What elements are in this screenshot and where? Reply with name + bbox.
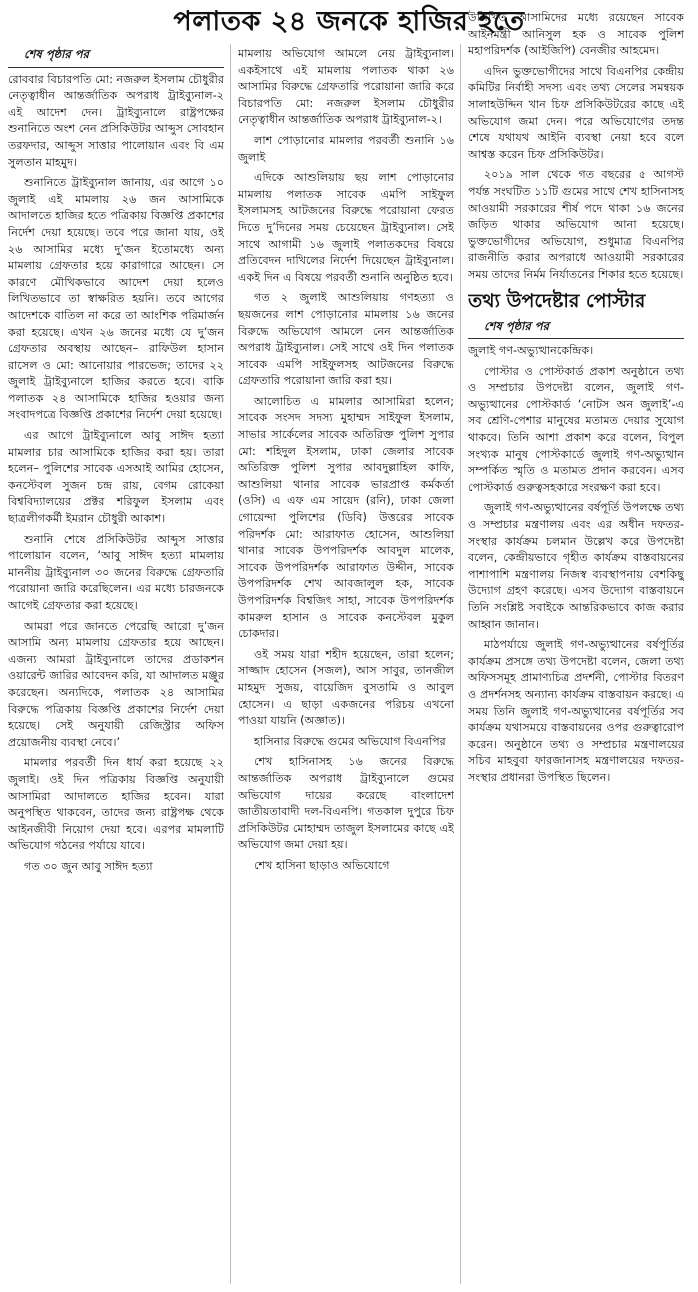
sidebar-title: তথ্য উপদেষ্টার পোস্টার — [468, 289, 646, 312]
column-divider — [460, 44, 461, 1284]
column-divider — [230, 44, 231, 1284]
kicker-text: শেষ পৃষ্ঠার পর — [24, 47, 89, 61]
paragraph: মামলায় অভিযোগ আমলে নেয় ট্রাইব্যুনাল। একইসাথে এই মামলায় পলাতক থাকা ২৬ আসামির বিরুদ্ধে গ্রেফতারি পরোয়ানা জারি করে বিচারপতি মো: নজরুল ইসলাম চৌধুরীর নেতৃত্বাধীন আন্তর্জাতিক অপরাধ ট্রাইব্যুনাল-২। — [238, 47, 454, 127]
subhead: হাসিনার বিরুদ্ধে গুমের অভিযোগ বিএনপির — [254, 734, 446, 748]
column-3 — [468, 10, 684, 1284]
kicker-rule — [8, 67, 224, 68]
paragraph: শুনানিতে ট্রাইব্যুনাল জানায়, এর আগে ১০ জুলাই এই মামলায় ২৬ জন আসামিকে আদালতে হাজির হতে পত্রিকায় বিজ্ঞপ্তি প্রকাশের নির্দেশ দেয়া হয়েছে। তবে পরে জানা যায়, ওই ২৬ আসামির মধ্যে দু’জন ইতোমধ্যে অন্য মামলায় গ্রেফতার হয়ে কারাগারে আছেন। সে কারণে মৌখিকভাবে আদেশ দেয়া হলেও লিখিতভাবে তা স্বাক্ষরিত হয়নি। তবে আগের আদেশকে বাতিল না করে তা আংশিক পরিমার্জন করা হয়েছে। এখন ২৬ জনের মধ্যে যে দু’জন গ্রেফতার অবস্থায় আছেন– রাফিউল হাসান রাসেল ও মো: আনোয়ার পারভেজ; তাদের ২২ জুলাই ট্রাইব্যুনালে হাজির করতে হবে। বাকি পলাতক ২৪ আসামিকে হাজির হওয়ার জন্য সংবাদপত্রে বিজ্ঞপ্তি প্রকাশের নির্দেশ দেয়া হয়েছে। — [8, 176, 224, 422]
paragraph: এদিকে আশুলিয়ায় ছয় লাশ পোড়ানোর মামলায় পলাতক সাবেক এমপি সাইফুল ইসলামসহ আটজনের বিরুদ্ধে পরোয়ানা ফেরত দিতে দু’দিনের সময় চেয়েছেন ট্রাইব্যুনাল। সেই সাথে আগামী ১৬ জুলাই পলাতকদের বিষয়ে প্রতিবেদন দাখিলের নির্দেশ দিয়েছেন ট্রাইব্যুনাল। একই দিন এ বিষয়ে পরবর্তী শুনানি অনুষ্ঠিত হবে। — [238, 171, 454, 284]
paragraph: এর আগে ট্রাইব্যুনালে আবু সাঈদ হত্যা মামলার চার আসামিকে হাজির করা হয়। তারা হলেন– পুলিশের সাবেক এসআই আমির হোসেন, কনস্টেবল সুজন চন্দ্র রায়, বেগম রোকেয়া বিশ্ববিদ্যালয়ের প্রক্টর শরিফুল ইসলাম এবং ছাত্রলীগকর্মী ইমরান চৌধুরী আকাশ। — [8, 429, 224, 526]
column-2 — [238, 46, 454, 1284]
paragraph: ওই সময় যারা শহীদ হয়েছেন, তারা হলেন; সাজ্জাদ হোসেন (সজল), আস সাবুর, তানজীল মাহমুদ সুজয়, বায়েজিদ বুসতামি ও আবুল হোসেন। এ ছাড়া একজনের পরিচয় এখনো পাওয়া যায়নি (অজ্ঞাত)। — [238, 647, 454, 728]
paragraph: এদিন ভুক্তভোগীদের সাথে বিএনপির কেন্দ্রীয় কমিটির নির্বাহী সদস্য এবং তথ্য সেলের সমন্বয়ক সালাহউদ্দিন খান চিফ প্রসিকিউটরের কাছে এই অভিযোগ জমা দেন। পরে অভিযোগের তদন্ত শেষে যথাযথ আইনি ব্যবস্থা নেয়া হবে বলে আশ্বস্ত করেন চিফ প্রসিকিউটর। — [468, 64, 684, 161]
subhead: লাশ পোড়ানোর মামলার পরবর্তী শুনানি ১৬ জুলাই — [238, 133, 454, 164]
sidebar-kicker — [468, 318, 684, 340]
paragraph: শেখ হাসিনাসহ ১৬ জনের বিরুদ্ধে আন্তর্জাতিক অপরাধ ট্রাইব্যুনালে গুমের অভিযোগ দায়ের করেছে বাংলাদেশ জাতীয়তাবাদী দল-বিএনপি। গতকাল দুপুরে চিফ প্রসিকিউটর মোহাম্মদ তাজুল ইসলামের কাছে এই অভিযোগ জমা দেয়া হয়। — [238, 755, 454, 852]
paragraph: আলোচিত এ মামলার আসামিরা হলেন; সাবেক সংসদ সদস্য মুহাম্মদ সাইফুল ইসলাম, সাভার সার্কেলের সাবেক অতিরিক্ত পুলিশ সুপার মো: শহিদুল ইসলাম, ঢাকা জেলার সাবেক অতিরিক্ত পুলিশ সুপার আবদুল্লাহিল কাফি, আশুলিয়া থানার সাবেক ভারপ্রাপ্ত কর্মকর্তা (ওসি) এ এফ এম সায়েদ (রনি), ঢাকা জেলা গোয়েন্দা পুলিশের (ডিবি) উত্তরের সাবেক পরিদর্শক মো: আরাফাত হোসেন, আশুলিয়া থানার সাবেক উপপরিদর্শক আবদুল মালেক, সাবেক উপপরিদর্শক আরাফাত উদ্দীন, সাবেক উপপরিদর্শক শেখ আবজালুল হক, সাবেক উপপরিদর্শক বিশ্বজিৎ সাহা, সাবেক উপপরিদর্শক কামরুল হাসান ও সাবেক কনস্টেবল মুকুল চোকদার। — [238, 394, 454, 641]
paragraph: উল্লিখিত আসামিদের মধ্যে রয়েছেন সাবেক আইনমন্ত্রী আনিসুল হক ও সাবেক পুলিশ মহাপরিদর্শক (আইজিপি) বেনজীর আহমেদ। — [468, 11, 684, 58]
paragraph: গত ২ জুলাই আশুলিয়ায় গণহত্যা ও ছয়জনের লাশ পোড়ানোর মামলায় ১৬ জনের বিরুদ্ধে অভিযোগ আমলে নেন আন্তর্জাতিক অপরাধ ট্রাইব্যুনাল। সেই সাথে ওই দিন পলাতক সাবেক এমপি সাইফুলসহ আটজনের বিরুদ্ধে গ্রেফতারি পরোয়ানা জারি করা হয়। — [238, 291, 454, 388]
paragraph: শুনানি শেষে প্রসিকিউটর আব্দুস সাত্তার পালোয়ান বলেন, ‘আবু সাঈদ হত্যা মামলায় মাননীয় ট্রাইব্যুনাল ৩০ জনের বিরুদ্ধে গ্রেফতারি পরোয়ানা জারি করেছিলেন। এর মধ্যে চারজনকে আগেই গ্রেফতার করা হয়েছে। — [8, 532, 224, 612]
paragraph: পোস্টার ও পোস্টকার্ড প্রকাশ অনুষ্ঠানে তথ্য ও সম্প্রচার উপদেষ্টা বলেন, জুলাই গণ-অভ্যুত্থানের পোস্টকার্ড ‘নোটস অন জুলাই’-এ সব শ্রেণি-পেশার মানুষের মতামত দেয়ার সুযোগ থাকবে। তিনি আশা প্রকাশ করে বলেন, বিপুল সংখ্যক মানুষ পোস্টকার্ডে জুলাই গণ-অভ্যুত্থান সম্পর্কিত স্মৃতি ও মতামত প্রদান করবেন। এসব পোস্টকার্ড গুরুত্বসহকারে সংরক্ষণ করা হবে। — [468, 364, 684, 494]
sidebar-kicker-text: শেষ পৃষ্ঠার পর — [484, 318, 549, 333]
column-1 — [8, 46, 224, 1284]
paragraph: মামলার পরবর্তী দিন ধার্য করা হয়েছে ২২ জুলাই। ওই দিন পত্রিকায় বিজ্ঞপ্তি অনুযায়ী আসামিরা আদালতে হাজির হবেন। যারা অনুপস্থিত থাকবেন, তাদের জন্য রাষ্ট্রপক্ষ থেকে আইনজীবী নিয়োগ দেয়া হবে। এরপর মামলাটি অভিযোগ গঠনের পর্যায়ে যাবে। — [8, 756, 224, 853]
paragraph: জুলাই গণ-অভ্যুত্থানকেন্দ্রিক। — [468, 344, 594, 358]
paragraph: ২০১৯ সাল থেকে গত বছরের ৫ আগস্ট পর্যন্ত সংঘটিত ১১টি গুমের সাথে শেখ হাসিনাসহ আওয়ামী সরকারের শীর্ষ পদে থাকা ১৬ জনের জড়িত থাকার অভিযোগ আনা হয়েছে। ভুক্তভোগীদের অভিযোগ, শুধুমাত্র বিএনপির রাজনীতি করার অপরাধে আওয়ামী সরকারের সময় তাদের নির্মম নির্যাতনের শিকার হতে হয়েছে। — [468, 168, 684, 281]
paragraph: শেখ হাসিনা ছাড়াও অভিযোগে — [254, 858, 390, 872]
kicker — [8, 46, 224, 68]
paragraph: আমরা পরে জানতে পেরেছি আরো দু’জন আসামি অন্য মামলায় গ্রেফতার হয়ে আছেন। এজন্য আমরা ট্রাইব্যুনালে তাদের প্রডাকশন ওয়ারেন্ট জারির আবেদন করি, যা আদালত মঞ্জুর করেছেন। অন্যদিকে, পলাতক ২৪ আসামির বিরুদ্ধে পত্রিকায় বিজ্ঞপ্তি প্রকাশের নির্দেশ দেয়া হয়েছে। সেই অনুযায়ী রেজিস্ট্রার অফিস প্রয়োজনীয় ব্যবস্থা নেবে।’ — [8, 619, 224, 749]
kicker-rule — [468, 338, 684, 339]
headline: পলাতক ২৪ জনকে হাজির হতে — [173, 6, 525, 37]
paragraph: গত ৩০ জুন আবু সাঈদ হত্যা — [24, 859, 153, 873]
paragraph: রোববার বিচারপতি মো: নজরুল ইসলাম চৌধুরীর নেতৃত্বাধীন আন্তর্জাতিক অপরাধ ট্রাইব্যুনাল-২ এই আদেশ দেন। ট্রাইব্যুনালে রাষ্ট্রপক্ষের শুনানিতে অংশ নেন প্রসিকিউটর আব্দুস সোবহান তরফদার, আব্দুস সাত্তার পালোয়ান এবং বি এম সুলতান মাহমুদ। — [8, 72, 224, 169]
paragraph: মাঠপর্যায়ে জুলাই গণ-অভ্যুত্থানের বর্ষপূর্তির কার্যক্রম প্রসঙ্গে তথ্য উপদেষ্টা বলেন, জেলা তথ্য অফিসসমূহ প্রামাণ্যচিত্র প্রদর্শনী, পোস্টার বিতরণ ও প্রদর্শনসহ অন্যান্য কার্যক্রম বাস্তবায়ন করছে। এ সময় তিনি জুলাই গণ-অভ্যুত্থানের বর্ষপূর্তির সব কার্যক্রম যথাসময়ে বাস্তবায়নের ওপর গুরুত্বারোপ করেন। অনুষ্ঠানে তথ্য ও সম্প্রচার মন্ত্রণালয়ের সচিব মাহবুবা ফারজানাসহ মন্ত্রণালয়ের দফতর-সংস্থার প্রধানরা উপস্থিত ছিলেন। — [468, 638, 684, 784]
paragraph: জুলাই গণ-অভ্যুত্থানের বর্ষপূর্তি উপলক্ষে তথ্য ও সম্প্রচার মন্ত্রণালয় এবং এর অধীন দফতর-সংস্থার কার্যক্রম চলমান উল্লেখ করে উপদেষ্টা বলেন, কেন্দ্রীয়ভাবে গৃহীত কার্যক্রম বাস্তবায়নের পাশাপাশি মন্ত্রণালয় নিজস্ব ব্যবস্থাপনায় বেশকিছু উদ্যোগ গ্রহণ করেছে। এসব উদ্যোগ বাস্তবায়নে তিনি সংশ্লিষ্ট সবাইকে আন্তরিকভাবে কাজ করার আহ্বান জানান। — [468, 501, 684, 631]
